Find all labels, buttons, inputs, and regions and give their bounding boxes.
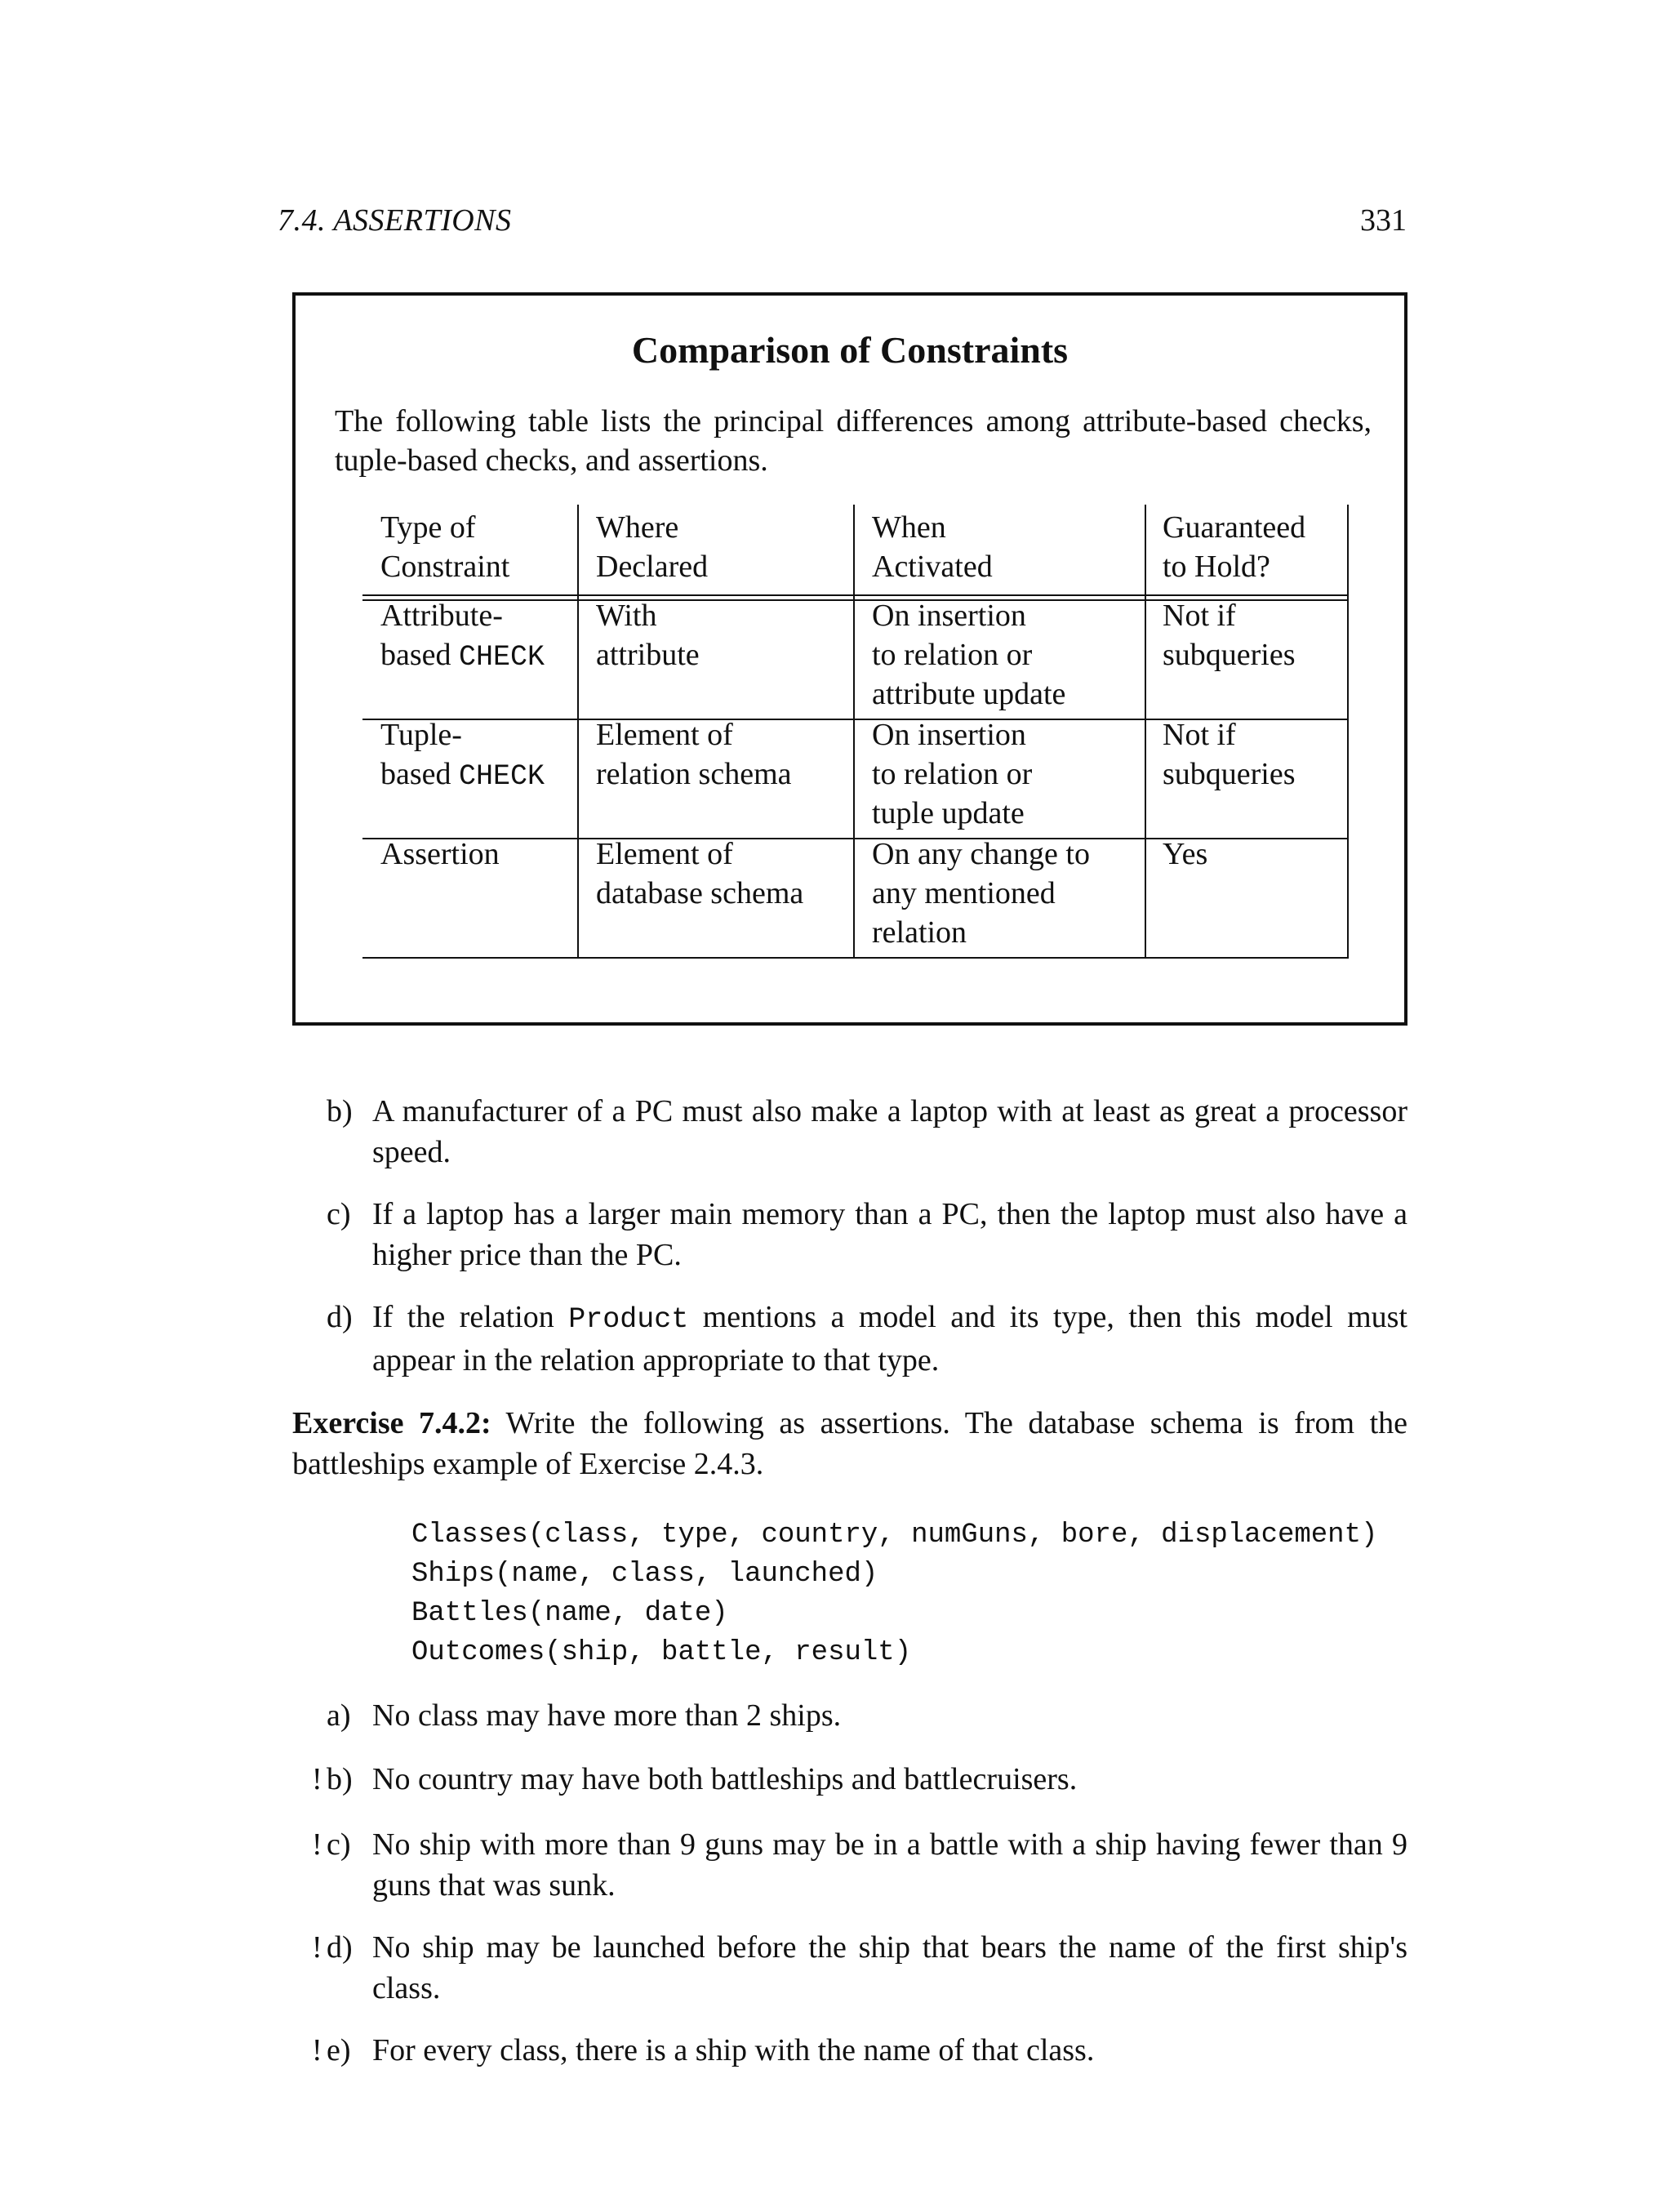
running-head [278, 203, 1407, 243]
item-label: e) [327, 2033, 351, 2067]
item-label: c) [327, 1827, 351, 1862]
item-text: No class may have more than 2 ships. [372, 1698, 842, 1733]
difficulty-mark: ! [312, 1930, 322, 1965]
list-item [312, 1824, 1407, 1914]
cell-guaranteed-3: Yes [1163, 837, 1208, 871]
cell-when-3: On any change to any mentioned relation [872, 837, 1090, 950]
exercise-paragraph [292, 1403, 1407, 1484]
table-vrule-1 [577, 505, 579, 959]
cell-where-3: Element of database schema [596, 837, 804, 910]
table-vrule-2 [853, 505, 855, 959]
item-text: A manufacturer of a PC must also make a laptop with at least as great a processor speed. [372, 1094, 1407, 1169]
cell-when-1: On insertion to relation or attribute update [872, 599, 1066, 711]
header-when: When Activated [872, 510, 993, 584]
list-item [327, 1194, 1407, 1284]
exercise-label: Exercise 7.4.2: [292, 1406, 491, 1440]
difficulty-mark: ! [312, 2033, 322, 2067]
page-number: 331 [1360, 203, 1407, 238]
header-type: Type of Constraint [380, 510, 510, 584]
constraints-table [362, 505, 1349, 950]
code-product: Product [568, 1303, 689, 1336]
table-row: Tuple- based CHECK [380, 718, 545, 793]
item-label: d) [327, 1300, 353, 1334]
item-text: For every class, there is a ship with the name of that class. [372, 2033, 1095, 2067]
difficulty-mark: ! [312, 1827, 322, 1862]
cell-where-2: Element of relation schema [596, 718, 792, 791]
table-row: Attribute- based CHECK [380, 599, 545, 674]
header-where: Where Declared [596, 510, 709, 584]
item-label: a) [327, 1698, 351, 1733]
list-item [327, 1297, 1407, 1386]
cell-where-1: With attribute [596, 599, 700, 672]
schema-code: Classes(class, type, country, numGuns, bore, displacement) Ships(name, class, launched) Battles(name, date) Outcomes(ship, battle, result) [411, 1520, 1378, 1668]
cell-when-2: On insertion to relation or tuple update [872, 718, 1033, 830]
item-text: No country may have both battleships and battlecruisers. [372, 1762, 1078, 1796]
item-text: No ship with more than 9 guns may be in a battle with a ship having fewer than 9 guns that was sunk. [372, 1827, 1407, 1903]
box-title: Comparison of Constraints [631, 329, 1069, 371]
item-label: b) [327, 1094, 353, 1128]
list-item [327, 1091, 1407, 1181]
difficulty-mark: ! [312, 1762, 322, 1796]
table-vrule-4 [1347, 505, 1349, 959]
box-intro: The following table lists the principal differences among attribute-based checks, tuple-based checks, and assertions. [335, 404, 1372, 478]
item-text: No ship may be launched before the ship that bears the name of the first ship's class. [372, 1930, 1407, 2005]
item-label: c) [327, 1197, 351, 1231]
item-label: b) [327, 1762, 353, 1796]
item-label: d) [327, 1930, 353, 1965]
item-text: If a laptop has a larger main memory than a PC, then the laptop must also have a higher price than the PC. [372, 1197, 1407, 1272]
cell-guaranteed-1: Not if subqueries [1163, 599, 1296, 672]
header-guaranteed: Guaranteed to Hold? [1163, 510, 1306, 584]
table-vrule-3 [1145, 505, 1146, 959]
table-row: Assertion [380, 837, 500, 871]
list-item [327, 1695, 1407, 1739]
cell-guaranteed-2: Not if subqueries [1163, 718, 1296, 791]
comparison-box [292, 292, 1407, 1026]
exercise-text: Write the following as assertions. The database schema is from the battleships example of Exercise 2.4.3. [292, 1406, 1408, 1481]
list-item [312, 1759, 1407, 1803]
table-rule-bottom [362, 957, 1349, 959]
list-item [312, 2030, 1407, 2074]
item-text: If the relation Product mentions a model and its type, then this model must appear in the relation appropriate to that type. [372, 1300, 1407, 1377]
list-item [312, 1927, 1407, 2017]
running-title: 7.4. ASSERTIONS [278, 203, 512, 238]
